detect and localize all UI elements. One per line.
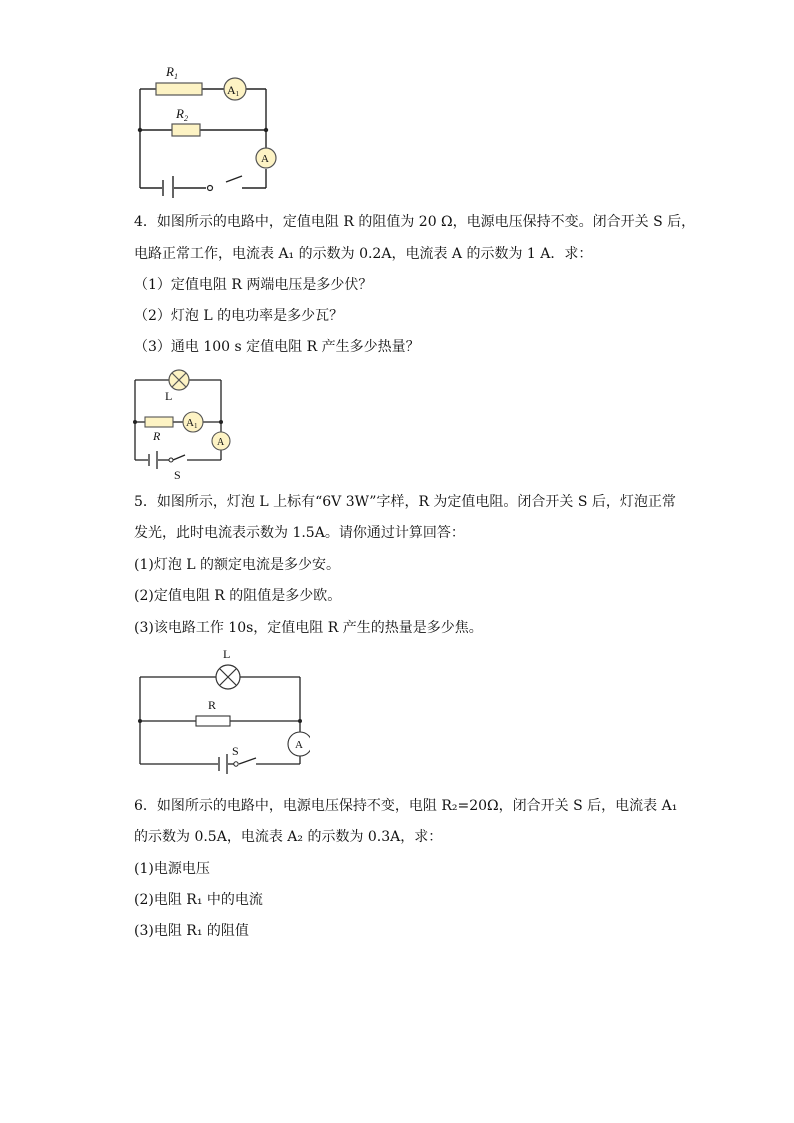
- q5-subquestion-2: (2)定值电阻 R 的阻值是多少欧。: [134, 588, 342, 604]
- q6-text-line-2: 的示数为 0.5A，电流表 A₂ 的示数为 0.3A，求：: [134, 829, 443, 845]
- label-s: S: [174, 468, 181, 482]
- q5-subquestion-3: (3)该电路工作 10s，定值电阻 R 产生的热量是多少焦。: [134, 620, 483, 636]
- q4-text-line-2: 电路正常工作，电流表 A₁ 的示数为 0.2A，电流表 A 的示数为 1 A．求：: [134, 246, 593, 262]
- circuit-diagram-q5: [130, 642, 310, 777]
- label-r: R: [208, 698, 217, 712]
- label-l: L: [223, 647, 231, 661]
- q4-subquestion-3: （3）通电 100 s 定值电阻 R 产生多少热量？: [134, 339, 420, 355]
- label-a: A: [295, 739, 303, 751]
- circuit-diagram-q3: [130, 58, 280, 198]
- resistor-r1: [156, 83, 202, 95]
- q6-subquestion-2: (2)电阻 R₁ 中的电流: [134, 892, 263, 908]
- lamp-l: [169, 370, 189, 390]
- label-s: S: [232, 744, 239, 758]
- q4-subquestion-1: （1）定值电阻 R 两端电压是多少伏？: [134, 277, 373, 293]
- label-a: A: [261, 153, 269, 165]
- q5-text-line-1: 5．如图所示，灯泡 L 上标有“6V 3W”字样，R 为定值电阻。闭合开关 S 后，灯泡正常: [134, 494, 676, 510]
- q4-text-line-1: 4．如图所示的电路中，定值电阻 R 的阻值为 20 Ω，电源电压保持不变。闭合开关 S 后，: [134, 214, 696, 230]
- label-a1: A1: [227, 83, 240, 98]
- label-a1: A1: [186, 417, 198, 430]
- label-r1: $R_1$: [166, 64, 178, 81]
- label-r2: $R_2$: [176, 106, 188, 123]
- label-a: A: [217, 437, 225, 448]
- resistor-r: [145, 417, 173, 427]
- resistor-r2: [172, 124, 200, 136]
- circuit-diagram-q4: [125, 368, 240, 483]
- resistor-r: [196, 716, 230, 726]
- q4-subquestion-2: （2）灯泡 L 的电功率是多少瓦？: [134, 308, 344, 324]
- label-r: R: [153, 429, 161, 443]
- q6-text-line-1: 6．如图所示的电路中，电源电压保持不变，电阻 R₂=20Ω，闭合开关 S 后，电流表 A₁: [134, 798, 678, 814]
- q5-subquestion-1: (1)灯泡 L 的额定电流是多少安。: [134, 557, 341, 573]
- q5-text-line-2: 发光，此时电流表示数为 1.5A。请你通过计算回答：: [134, 525, 465, 541]
- label-l: L: [165, 389, 173, 403]
- q6-subquestion-1: (1)电源电压: [134, 861, 210, 877]
- q6-subquestion-3: (3)电阻 R₁ 的阻值: [134, 923, 249, 939]
- lamp-l: [216, 665, 240, 689]
